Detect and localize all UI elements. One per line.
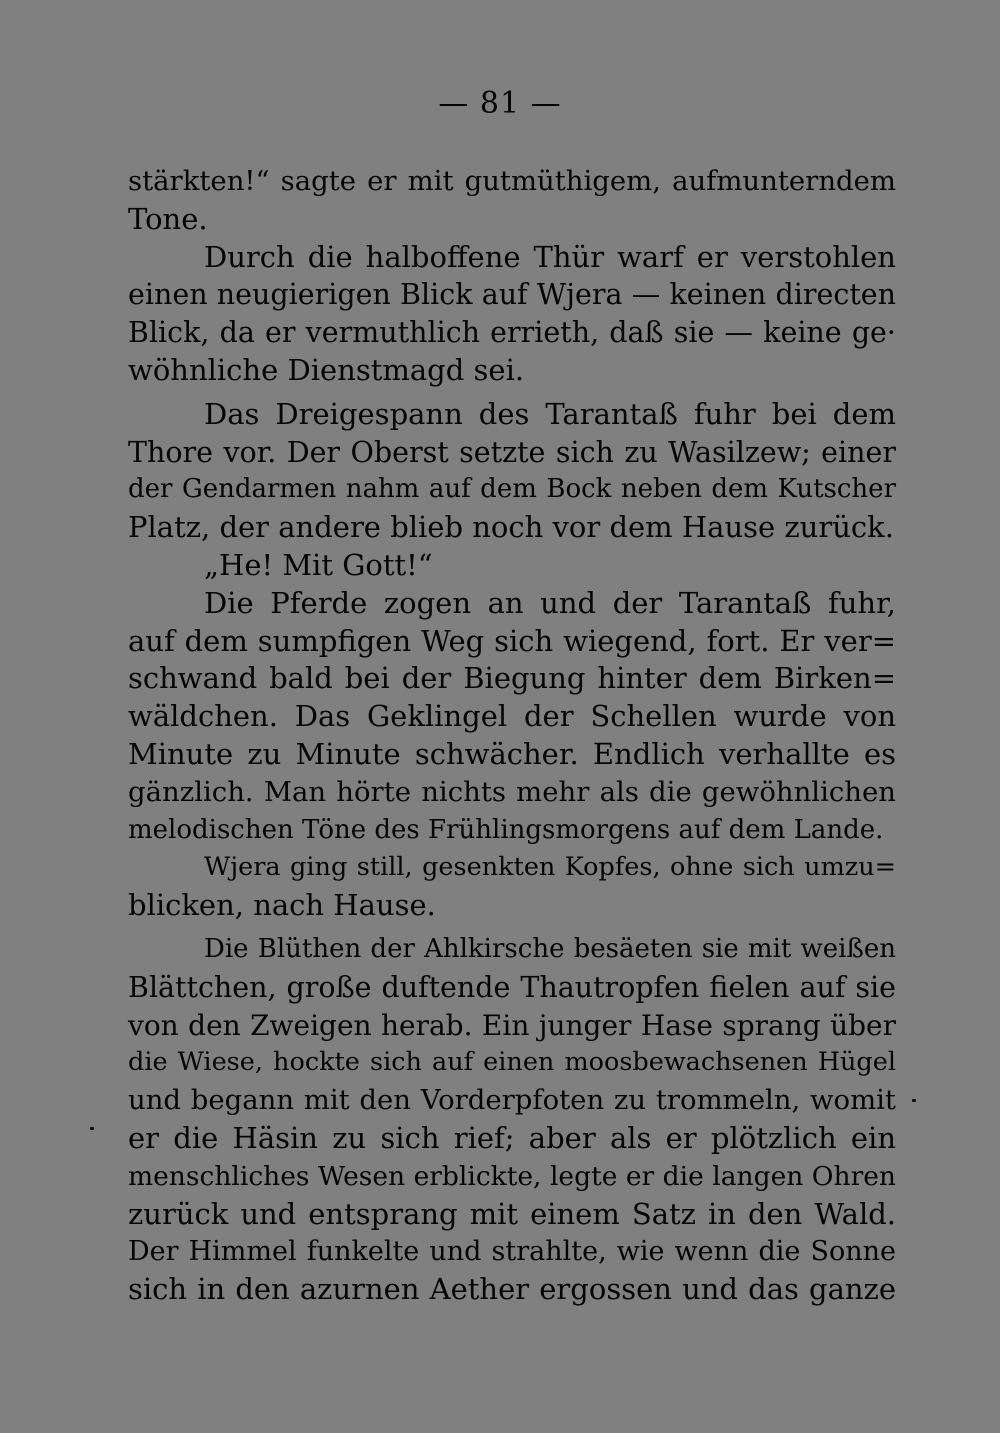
text-line: Thore vor. Der Oberst setzte sich zu Wasilzew; einer — [128, 435, 896, 469]
text-line: wäldchen. Das Geklingel der Schellen wurde von — [128, 699, 896, 734]
text-line: wöhnliche Dienstmagd sei. — [128, 352, 525, 387]
text-line: der Gendarmen nahm auf dem Bock neben dem Kutscher — [128, 474, 896, 505]
text-line: Die Blüthen der Ahlkirsche besäeten sie mit weißen — [204, 933, 896, 964]
text-line: einen neugierigen Blick auf Wjera — keinen directen — [128, 278, 896, 312]
ink-speck — [90, 1127, 94, 1130]
body-text — [128, 163, 896, 1309]
text-line: Blättchen, große duftende Thautropfen fielen auf sie — [128, 970, 896, 1004]
text-line: von den Zweigen herab. Ein junger Hase sprang über — [128, 1008, 896, 1042]
text-line: Tone. — [128, 201, 208, 236]
text-line: „He! Mit Gott!“ — [204, 547, 433, 582]
text-line: menschliches Wesen erblickte, legte er die langen Ohren — [128, 1160, 896, 1192]
text-line: melodischen Töne des Frühlingsmorgens auf dem Lande. — [128, 814, 884, 845]
text-line: Durch die halboffene Thür warf er verstohlen — [204, 239, 896, 274]
text-line: gänzlich. Man hörte nichts mehr als die gewöhnlichen — [128, 775, 896, 808]
text-line: er die Häsin zu sich rief; aber als er plötzlich ein — [128, 1120, 896, 1155]
ink-speck — [912, 1099, 916, 1102]
text-line: die Wiese, hockte sich auf einen moosbewachsenen Hügel — [128, 1047, 896, 1078]
text-line: Der Himmel funkelte und strahlte, wie wenn die Sonne — [128, 1236, 896, 1268]
text-line: Blick, da er vermuthlich errieth, daß sie — keine ge· — [128, 316, 896, 350]
text-line: schwand bald bei der Biegung hinter dem Birken= — [128, 661, 896, 696]
text-line: Wjera ging still, gesenkten Kopfes, ohne sich umzu= — [204, 852, 896, 883]
text-line: Die Pferde zogen an und der Tarantaß fuhr, — [204, 585, 896, 620]
text-line: Das Dreigespann des Tarantaß fuhr bei dem — [204, 396, 896, 431]
text-line: Platz, der andere blieb noch vor dem Hause zurück. — [128, 510, 894, 545]
text-line: blicken, nach Hause. — [128, 888, 436, 923]
text-line: und begann mit den Vorderpfoten zu trommeln, womit — [128, 1084, 896, 1117]
text-line: sich in den azurnen Aether ergossen und das ganze — [128, 1272, 896, 1307]
text-line: auf dem sumpfigen Weg sich wiegend, fort. Er ver= — [128, 623, 896, 658]
text-line: zurück und entsprang mit einem Satz in den Wald. — [128, 1196, 896, 1231]
text-line: stärkten!“ sagte er mit gutmüthigem, aufmunterndem — [128, 165, 896, 197]
text-line: Minute zu Minute schwächer. Endlich verhallte es — [128, 736, 896, 771]
page-number: — 81 — — [438, 86, 562, 121]
